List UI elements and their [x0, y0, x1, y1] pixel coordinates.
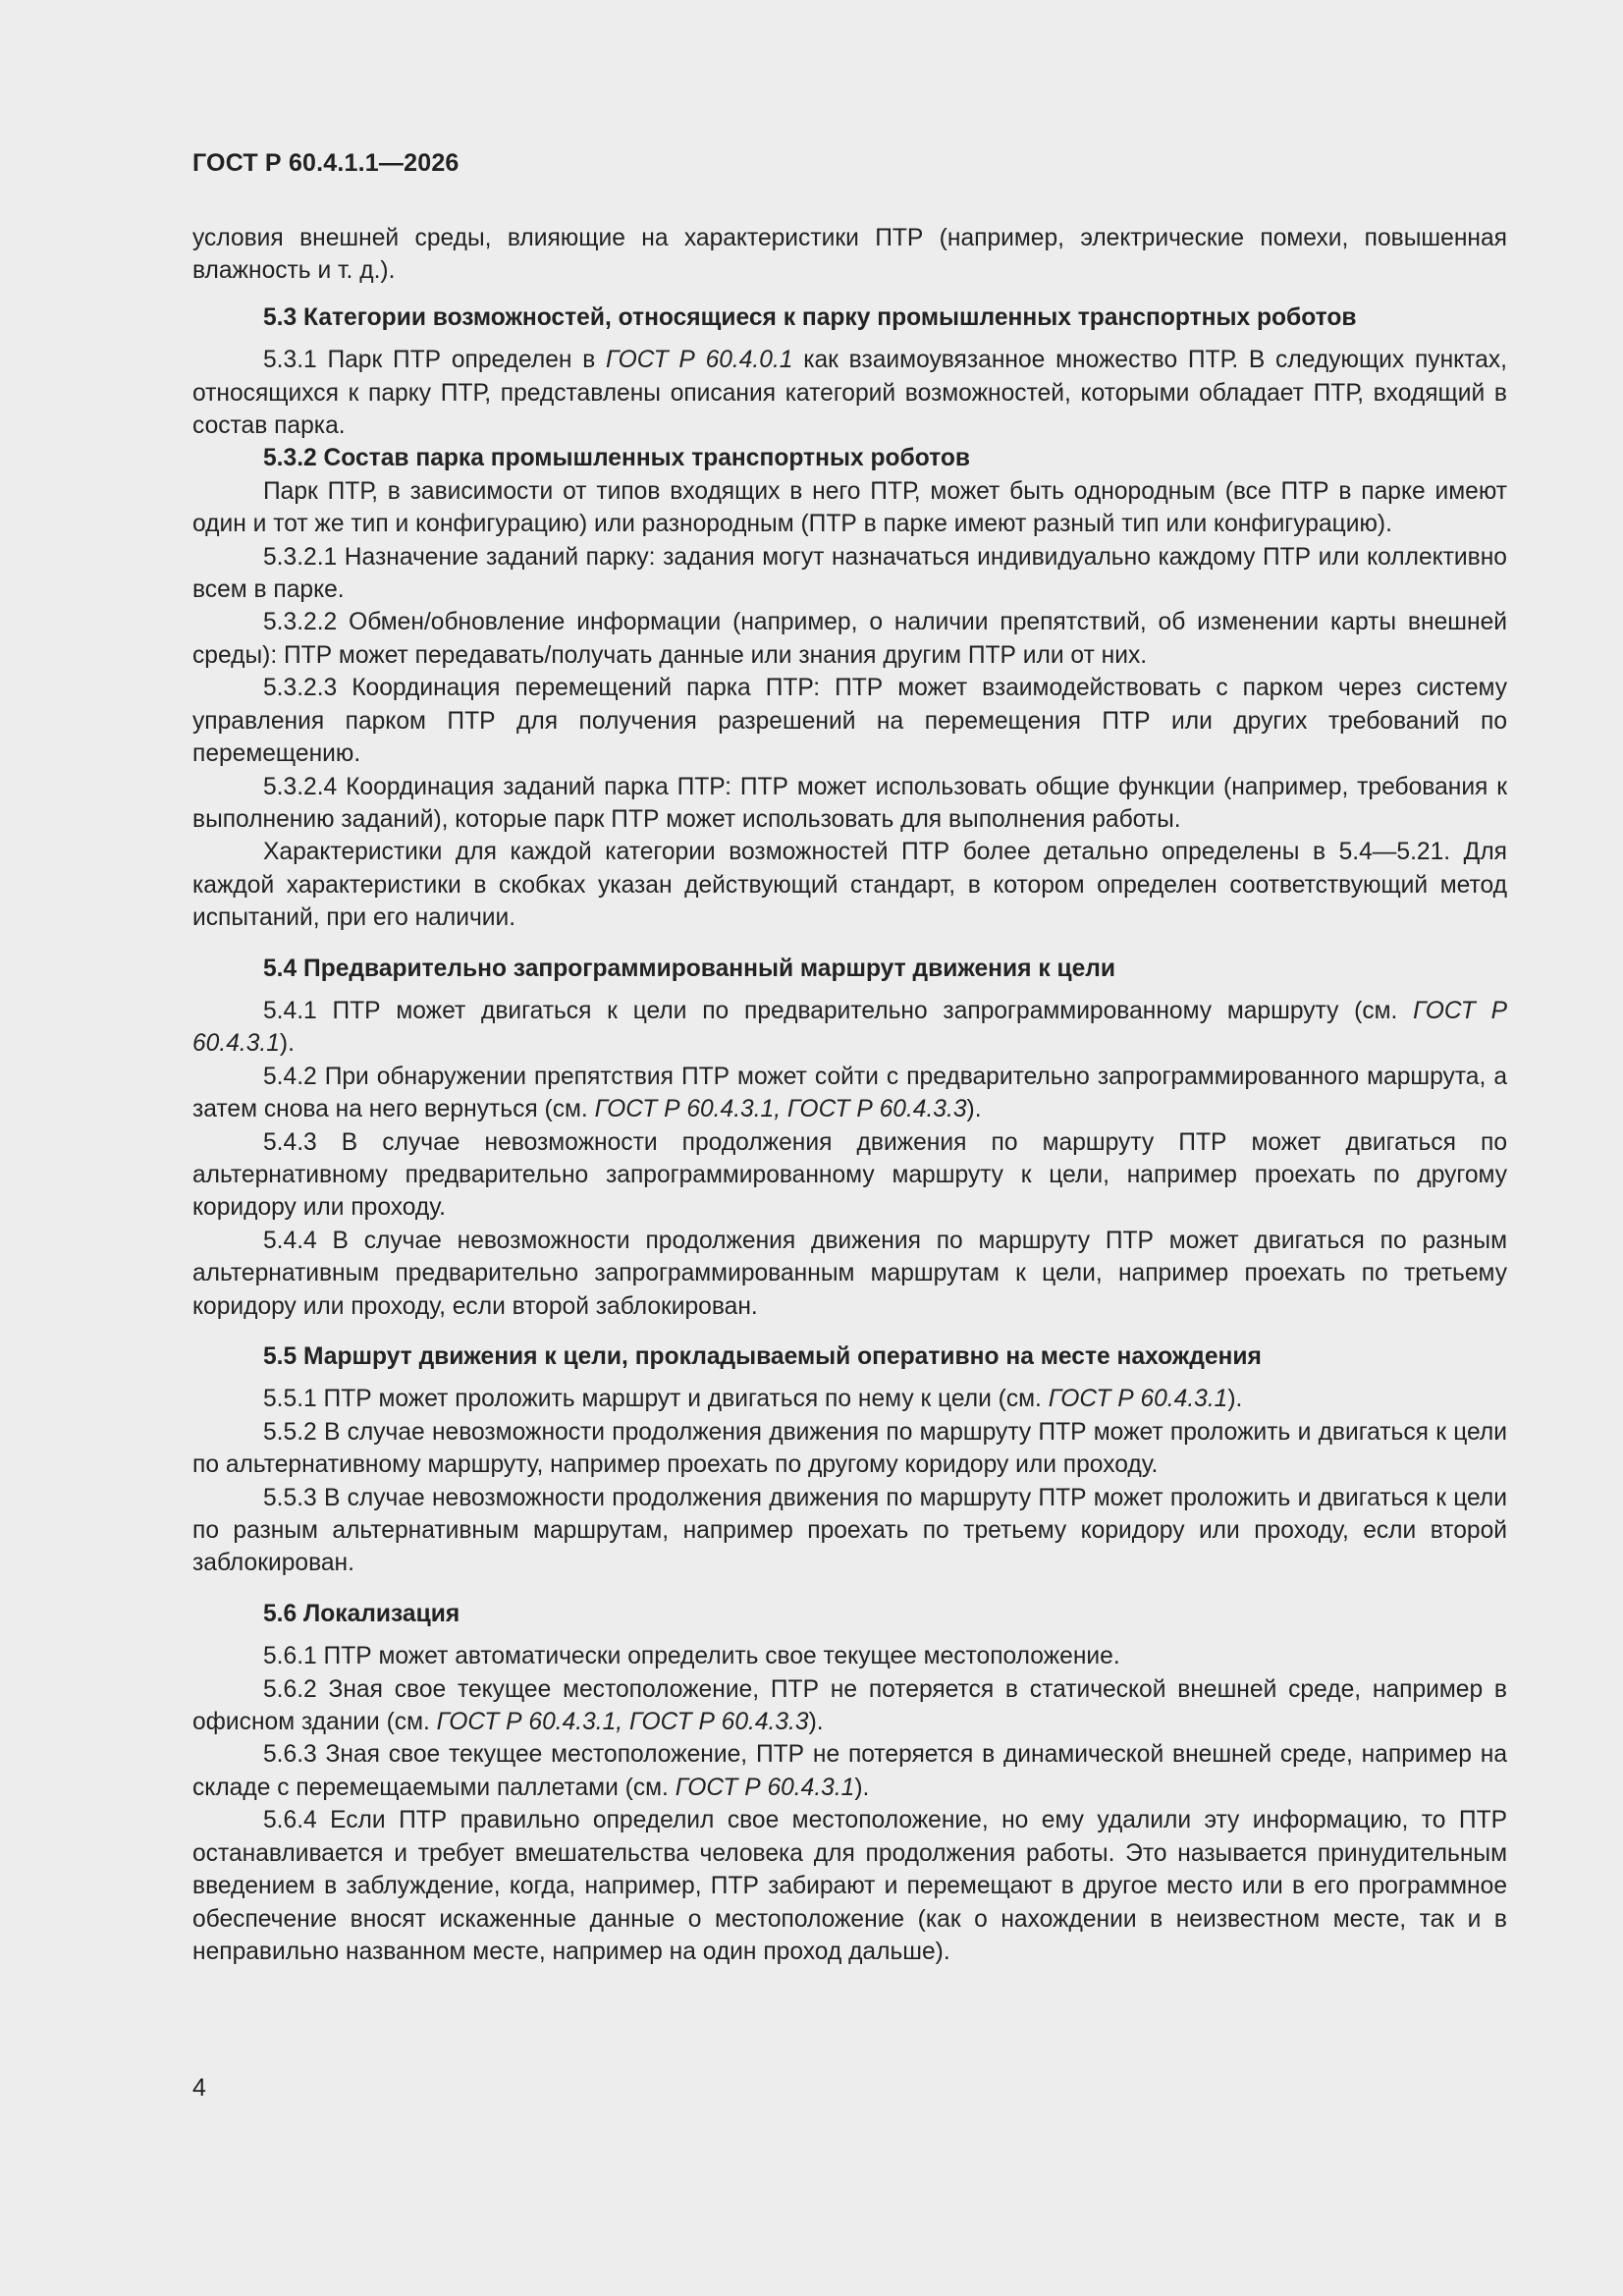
standard-reference: ГОСТ Р 60.4.3.1, ГОСТ Р 60.4.3.3 — [436, 1709, 809, 1736]
standard-reference: ГОСТ Р 60.4.3.1 — [1048, 1386, 1228, 1413]
paragraph-5-4-4: 5.4.4 В случае невозможности продолжения движения по маршруту ПТР может двигаться по разным альтернативным предварительно запрограммированным маршрутам к цели, например проехать по третьему коридору или проходу, если второй заблокирован. — [192, 1227, 1507, 1320]
continued-paragraph: условия внешней среды, влияющие на характеристики ПТР (например, электрические помехи, повышенная влажность и т. д.). — [192, 225, 1507, 285]
section-heading-5-3: 5.3 Категории возможностей, относящиеся к парку промышленных транспортных роботов — [263, 303, 1357, 331]
paragraph-5-5-2: 5.5.2 В случае невозможности продолжения движения по маршруту ПТР может проложить и двигаться к цели по альтернативному маршруту, например проехать по другому коридору или проходу. — [192, 1418, 1507, 1479]
document-code-header: ГОСТ Р 60.4.1.1—2026 — [192, 149, 460, 177]
page-number: 4 — [192, 2074, 206, 2102]
standard-reference: ГОСТ Р 60.4.3.1 — [192, 997, 1507, 1058]
paragraph-5-3-2-1: 5.3.2.1 Назначение заданий парку: задания могут назначаться индивидуально каждому ПТР или коллективно всем в парке. — [192, 543, 1507, 604]
paragraph-5-6-4: 5.6.4 Если ПТР правильно определил свое местоположение, но ему удалили эту информацию, то ПТР останавливается и требует вмешательства человека для продолжения работы. Это называется принудительным введением в заблуждение, когда, например, ПТР забирают и перемещают в другое место или в его программное обеспечение вносят искаженные данные о местоположение (как о нахождении в неизвестном месте, так и в неправильно названном месте, например на один проход дальше). — [192, 1807, 1507, 1965]
standard-reference: ГОСТ Р 60.4.3.1, ГОСТ Р 60.4.3.3 — [594, 1096, 967, 1123]
subsection-heading-5-3-2: 5.3.2 Состав парка промышленных транспортных роботов — [263, 445, 970, 472]
section-heading-5-5: 5.5 Маршрут движения к цели, прокладываемый оперативно на месте нахождения — [263, 1343, 1262, 1370]
paragraph-5-6-2: 5.6.2 Зная свое текущее местоположение, ПТР не потеряется в статической внешней среде, например в офисном здании (см. ГОСТ Р 60.4.3.1, ГОСТ Р 60.4.3.3). — [192, 1675, 1507, 1736]
paragraph-5-5-1: 5.5.1 ПТР может проложить маршрут и двигаться по нему к цели (см. ГОСТ Р 60.4.3.1). — [263, 1386, 1243, 1413]
section-heading-5-4: 5.4 Предварительно запрограммированный маршрут движения к цели — [263, 955, 1116, 982]
paragraph-5-4-2: 5.4.2 При обнаружении препятствия ПТР может сойти с предварительно запрограммированного маршрута, а затем снова на него вернуться (см. ГОСТ Р 60.4.3.1, ГОСТ Р 60.4.3.3). — [192, 1063, 1507, 1123]
paragraph-5-4-1: 5.4.1 ПТР может двигаться к цели по предварительно запрограммированному маршруту (см. ГОСТ Р 60.4.3.1). — [192, 997, 1507, 1058]
standard-reference: ГОСТ Р 60.4.3.1 — [675, 1774, 855, 1801]
paragraph-5-3-2-intro: Парк ПТР, в зависимости от типов входящих в него ПТР, может быть однородным (все ПТР в парке имеют один и тот же тип и конфигурацию) или разнородным (ПТР в парке имеют разный тип или конфигурацию). — [192, 477, 1507, 538]
section-heading-5-6: 5.6 Локализация — [263, 1600, 460, 1627]
paragraph-5-3-2-2: 5.3.2.2 Обмен/обновление информации (например, о наличии препятствий, об изменении карты внешней среды): ПТР может передавать/получать данные или знания другим ПТР или от них. — [192, 609, 1507, 669]
paragraph-5-5-3: 5.5.3 В случае невозможности продолжения движения по маршруту ПТР может проложить и двигаться к цели по разным альтернативным маршрутам, например проехать по третьему коридору или проходу, если второй заблокирован. — [192, 1484, 1507, 1577]
paragraph-5-3-2-4: 5.3.2.4 Координация заданий парка ПТР: ПТР может использовать общие функции (например, требования к выполнению заданий), которые парк ПТР может использовать для выполнения работы. — [192, 773, 1507, 833]
paragraph-5-6-1: 5.6.1 ПТР может автоматически определить свое текущее местоположение. — [263, 1643, 1120, 1670]
paragraph-characteristics: Характеристики для каждой категории возможностей ПТР более детально определены в 5.4—5.21. Для каждой характеристики в скобках указан действующий стандарт, в котором определен соответствующий метод испытаний, при его наличии. — [192, 839, 1507, 932]
standard-reference: ГОСТ Р 60.4.0.1 — [606, 347, 793, 374]
document-body — [192, 222, 1507, 1968]
paragraph-5-4-3: 5.4.3 В случае невозможности продолжения движения по маршруту ПТР может двигаться по альтернативному предварительно запрограммированному маршруту к цели, например проехать по другому коридору или проходу. — [192, 1128, 1507, 1222]
paragraph-5-3-2-3: 5.3.2.3 Координация перемещений парка ПТР: ПТР может взаимодействовать с парком через систему управления парком ПТР для получения разрешений на перемещения ПТР или других требований по перемещению. — [192, 675, 1507, 768]
paragraph-5-6-3: 5.6.3 Зная свое текущее местоположение, ПТР не потеряется в динамической внешней среде, например на складе с перемещаемыми паллетами (см. ГОСТ Р 60.4.3.1). — [192, 1741, 1507, 1801]
paragraph-5-3-1: 5.3.1 Парк ПТР определен в ГОСТ Р 60.4.0.1 как взаимоувязанное множество ПТР. В следующих пунктах, относящихся к парку ПТР, представлены описания категорий возможностей, которыми обладает ПТР, входящий в состав парка. — [192, 347, 1507, 440]
